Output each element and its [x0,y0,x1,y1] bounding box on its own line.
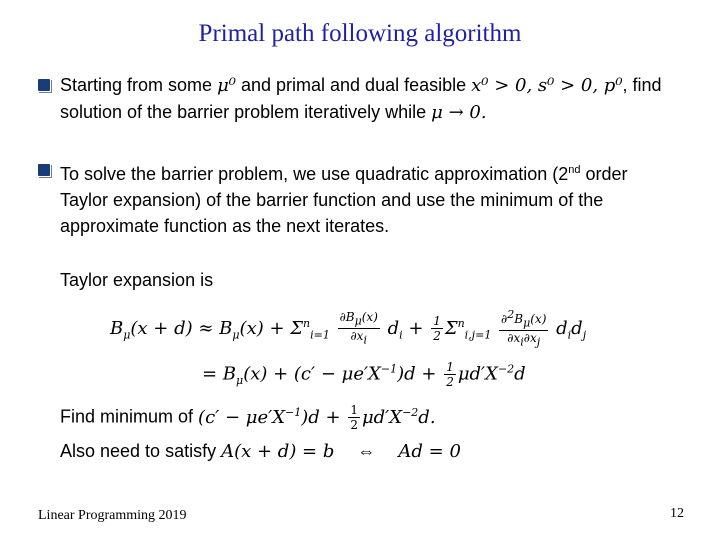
bullet-1-text: Starting from some μ⁰ and primal and dual feasible x⁰ > 0, s⁰ > 0, p⁰, find solution of the barrier problem iteratively while μ → 0. [60,75,662,123]
bullet-marker-icon [38,164,50,176]
taylor-label: Taylor expansion is [60,270,214,290]
constraint-line: Also need to satisfy A(x + d) = b ⇔ Ad = 0 [60,441,461,462]
taylor-equation-1: $B_\mu(x + d) \approx B_\mu(x) + \Sigma^n_{i=1}$ $\frac{\partial B_\mu(x)}{\partial x_i}$ $d_i$ + $\frac{1}{2}$ $\Sigma^n_{i,j=1}$ $\frac{\partial^2B_\mu(x)}{\partial x_i\partial x_j}$ $d_id_j$ [110,308,587,349]
bullet-2 [38,157,678,239]
bullet-2-text: To solve the barrier problem, we use quadratic approximation (2nd order Taylor expansion) of the barrier function and use the minimum of the approximate function as the next iterates. [60,164,628,236]
bullet-marker-icon [38,79,50,91]
bullet-1 [38,72,678,126]
page-number: 12 [670,506,684,521]
footer-course: Linear Programming 2019 [38,508,187,523]
slide-title: Primal path following algorithm [198,20,522,47]
taylor-equation-2: = $B_\mu(x) + (c' - \mu e'X^{-1})d$ + $\frac{1}{2}$ $\mu d'X^{-2}d$ [202,360,526,389]
find-min-line: Find minimum of $(c' - \mu e'X^{-1})d$ + $\frac{1}{2}$ $\mu d'X^{-2}d$. [60,403,436,432]
